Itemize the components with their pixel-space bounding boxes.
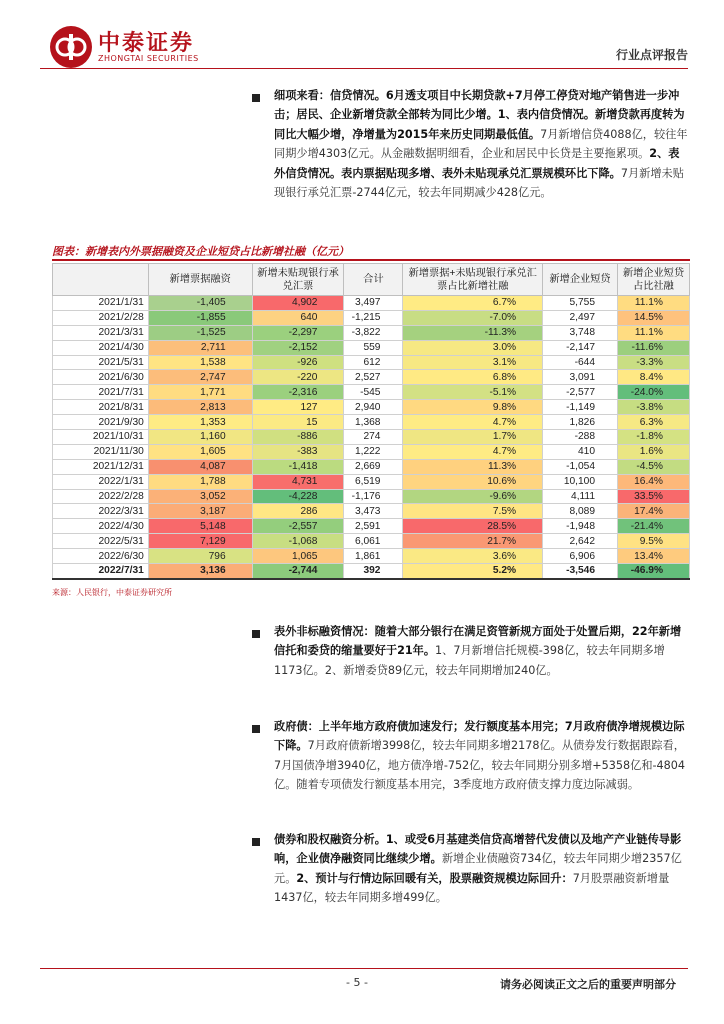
paragraph-text: 7月政府债新增3998亿，较去年同期多增2178亿。从债券发行数据跟踪看，7月国债净增3940亿，地方债净增-752亿，较去年同期分别多增+5358亿和-4804亿。随着专项债发行额度基本用完，3季度地方政府债支撑力度边际减弱。 [274,739,686,792]
cell-bills-share: 6.7% [403,296,543,311]
table-row [53,296,690,311]
cell-undiscounted-bills: -2,316 [252,385,344,400]
cell-short-loans-share: -3.3% [618,355,690,370]
paragraph-credit [274,86,690,202]
column-header: 新增未贴现银行承兑汇票 [252,264,344,296]
cell-short-loans: 410 [543,444,618,459]
cell-bill-financing: -1,525 [148,325,252,340]
table-row [53,459,690,474]
cell-bills-share: 3.6% [403,549,543,564]
paragraph-bond-equity [274,830,690,908]
cell-undiscounted-bills: -2,557 [252,519,344,534]
cell-bills-share: -11.3% [403,325,543,340]
cell-bills-share: 3.0% [403,340,543,355]
cell-total: 559 [344,340,403,355]
cell-bills-share: -9.6% [403,489,543,504]
cell-short-loans: -1,149 [543,400,618,415]
table-header-row [53,264,690,296]
cell-bill-financing: 796 [148,549,252,564]
cell-total: 1,368 [344,415,403,430]
cell-date: 2021/11/30 [53,444,149,459]
cell-date: 2022/1/31 [53,474,149,489]
cell-short-loans-share: 11.1% [618,296,690,311]
cell-short-loans-share: 1.6% [618,444,690,459]
cell-bill-financing: 5,148 [148,519,252,534]
cell-short-loans-share: 9.5% [618,534,690,549]
table-body [53,296,690,579]
cell-total: -545 [344,385,403,400]
cell-bills-share: 4.7% [403,415,543,430]
cell-date: 2022/2/28 [53,489,149,504]
cell-bill-financing: 1,605 [148,444,252,459]
cell-short-loans-share: 16.4% [618,474,690,489]
bullet-icon [252,94,260,102]
bullet-icon [252,725,260,733]
footer-disclaimer: 请务必阅读正文之后的重要声明部分 [500,978,676,991]
cell-date: 2022/3/31 [53,504,149,519]
cell-bill-financing: -1,855 [148,310,252,325]
table-row [53,444,690,459]
cell-short-loans-share: -11.6% [618,340,690,355]
cell-short-loans: 8,089 [543,504,618,519]
cell-short-loans: 2,497 [543,310,618,325]
cell-short-loans-share: -46.9% [618,564,690,579]
cell-total: 1,861 [344,549,403,564]
company-logo [50,24,230,72]
cell-bill-financing: 2,711 [148,340,252,355]
cell-total: -1,176 [344,489,403,504]
cell-undiscounted-bills: 15 [252,415,344,430]
cell-short-loans-share: 6.3% [618,415,690,430]
table-row [53,385,690,400]
cell-bills-share: 5.2% [403,564,543,579]
cell-total: -3,822 [344,325,403,340]
cell-bill-financing: 1,353 [148,415,252,430]
zhongtai-logo-icon [50,26,92,68]
table-row [53,400,690,415]
cell-undiscounted-bills: 4,731 [252,474,344,489]
cell-bills-share: 1.7% [403,430,543,445]
table-row [53,310,690,325]
cell-short-loans: -288 [543,430,618,445]
paragraph-text: 新增企业债融资734亿，较去年同期少增2357亿元。 [274,852,682,885]
financing-table [52,263,690,580]
cell-short-loans-share: 17.4% [618,504,690,519]
cell-total: 2,940 [344,400,403,415]
cell-short-loans-share: 8.4% [618,370,690,385]
cell-short-loans: 4,111 [543,489,618,504]
header-divider [40,68,688,69]
table-row [53,534,690,549]
cell-date: 2021/6/30 [53,370,149,385]
cell-undiscounted-bills: -886 [252,430,344,445]
cell-date: 2022/7/31 [53,564,149,579]
cell-date: 2021/5/31 [53,355,149,370]
paragraph-text: 7月新增信贷4088亿，较往年同期少增4303亿元。从金融数据明细看，企业和居民中长贷是主要拖累项。 [274,127,688,161]
cell-bill-financing: 3,187 [148,504,252,519]
paragraph-text: 7月新增未贴现银行承兑汇票-2744亿元，较去年同期减少428亿元。 [274,166,684,200]
cell-short-loans-share: -1.8% [618,430,690,445]
table-row [53,489,690,504]
cell-bills-share: -7.0% [403,310,543,325]
table-row [53,325,690,340]
cell-date: 2021/12/31 [53,459,149,474]
cell-short-loans-share: -24.0% [618,385,690,400]
table-row [53,549,690,564]
cell-bills-share: 28.5% [403,519,543,534]
cell-short-loans: 3,091 [543,370,618,385]
cell-short-loans: 1,826 [543,415,618,430]
paragraph-nonstandard [274,622,690,680]
cell-bills-share: 21.7% [403,534,543,549]
cell-date: 2021/3/31 [53,325,149,340]
bullet-icon [252,838,260,846]
cell-bills-share: 11.3% [403,459,543,474]
cell-total: 612 [344,355,403,370]
table-row [53,430,690,445]
paragraph-bold: 债券和股权融资分析。1、或受6月基建类信贷高增替代发债以及地产产业链传导影响，企业债净融资同比继续少增。 [274,833,682,866]
cell-bill-financing: -1,405 [148,296,252,311]
cell-bills-share: 3.1% [403,355,543,370]
cell-bill-financing: 3,136 [148,564,252,579]
cell-bill-financing: 4,087 [148,459,252,474]
cell-bills-share: 10.6% [403,474,543,489]
cell-short-loans: -1,054 [543,459,618,474]
paragraph-bold: 政府债：上半年地方政府债加速发行；发行额度基本用完；7月政府债净增规模边际下降。 [274,720,685,753]
cell-undiscounted-bills: -383 [252,444,344,459]
cell-total: 2,669 [344,459,403,474]
cell-bill-financing: 2,813 [148,400,252,415]
cell-total: 392 [344,564,403,579]
cell-undiscounted-bills: 1,065 [252,549,344,564]
cell-undiscounted-bills: -1,068 [252,534,344,549]
paragraph-bold: 2、预计与行情边际回暖有关，股票融资规模边际回升： [296,871,573,885]
column-header: 新增企业短贷占比社融 [618,264,690,296]
cell-undiscounted-bills: 640 [252,310,344,325]
cell-total: 6,061 [344,534,403,549]
cell-short-loans: 5,755 [543,296,618,311]
table-row [53,355,690,370]
company-name-en: ZHONGTAI SECURITIES [98,54,199,63]
cell-bills-share: 4.7% [403,444,543,459]
cell-short-loans: 10,100 [543,474,618,489]
cell-short-loans-share: 14.5% [618,310,690,325]
cell-short-loans-share: -3.8% [618,400,690,415]
cell-bill-financing: 1,771 [148,385,252,400]
cell-date: 2021/8/31 [53,400,149,415]
cell-short-loans-share: 33.5% [618,489,690,504]
paragraph-government-bonds [274,717,690,795]
figure-source: 来源：人民银行，中泰证券研究所 [52,588,172,597]
cell-bill-financing: 3,052 [148,489,252,504]
table-row [53,564,690,579]
cell-short-loans-share: -4.5% [618,459,690,474]
cell-short-loans: -3,546 [543,564,618,579]
cell-short-loans: 6,906 [543,549,618,564]
cell-bill-financing: 1,160 [148,430,252,445]
cell-short-loans: -2,577 [543,385,618,400]
column-header [53,264,149,296]
company-name-cn: 中泰证券 [98,31,195,56]
cell-bills-share: 7.5% [403,504,543,519]
bullet-icon [252,630,260,638]
cell-date: 2021/7/31 [53,385,149,400]
table-row [53,519,690,534]
paragraph-bold: 细项来看：信贷情况。6月透支项目中长期贷款+7月停工停贷对地产销售进一步冲击；居民、企业新增贷款全部转为同比少增。1、表内信贷情况。新增贷款再度转为同比大幅少增，净增量为2015年来历史同期最低值。 [274,89,685,141]
cell-undiscounted-bills: -1,418 [252,459,344,474]
paragraph-text: 7月股票融资新增量1437亿，较去年同期多增499亿。 [274,871,670,905]
figure-divider [52,259,690,261]
cell-date: 2022/6/30 [53,549,149,564]
cell-short-loans-share: 11.1% [618,325,690,340]
cell-undiscounted-bills: -926 [252,355,344,370]
cell-total: 6,519 [344,474,403,489]
footer-divider [40,968,688,969]
cell-undiscounted-bills: -2,152 [252,340,344,355]
cell-total: 2,591 [344,519,403,534]
cell-bills-share: 6.8% [403,370,543,385]
column-header: 合计 [344,264,403,296]
table-row [53,370,690,385]
cell-undiscounted-bills: 286 [252,504,344,519]
cell-short-loans: -2,147 [543,340,618,355]
cell-undiscounted-bills: -4,228 [252,489,344,504]
table-row [53,504,690,519]
cell-date: 2021/4/30 [53,340,149,355]
cell-total: 3,497 [344,296,403,311]
cell-bills-share: -5.1% [403,385,543,400]
cell-date: 2021/1/31 [53,296,149,311]
cell-undiscounted-bills: -220 [252,370,344,385]
cell-date: 2021/10/31 [53,430,149,445]
cell-short-loans: -644 [543,355,618,370]
cell-undiscounted-bills: -2,744 [252,564,344,579]
table-row [53,340,690,355]
cell-date: 2021/9/30 [53,415,149,430]
figure-title: 图表：新增表内外票据融资及企业短贷占比新增社融（亿元） [52,245,349,258]
cell-bills-share: 9.8% [403,400,543,415]
cell-bill-financing: 2,747 [148,370,252,385]
paragraph-text: 1、7月新增信托规模-398亿，较去年同期多增1173亿。2、新增委贷89亿元，较去年同期增加240亿。 [274,644,665,677]
cell-short-loans-share: -21.4% [618,519,690,534]
cell-short-loans: 3,748 [543,325,618,340]
cell-undiscounted-bills: -2,297 [252,325,344,340]
cell-total: -1,215 [344,310,403,325]
page-number: - 5 - [346,976,368,989]
cell-date: 2022/5/31 [53,534,149,549]
paragraph-bold: 表外非标融资情况：随着大部分银行在满足资管新规方面处于处置后期，22年新增信托和委贷的缩量要好于21年。 [274,625,682,658]
cell-undiscounted-bills: 127 [252,400,344,415]
column-header: 新增企业短贷 [543,264,618,296]
cell-total: 274 [344,430,403,445]
column-header: 新增票据融资 [148,264,252,296]
cell-total: 3,473 [344,504,403,519]
table-row [53,474,690,489]
cell-bill-financing: 1,788 [148,474,252,489]
cell-bill-financing: 7,129 [148,534,252,549]
column-header: 新增票据+未贴现银行承兑汇票占比新增社融 [403,264,543,296]
cell-date: 2022/4/30 [53,519,149,534]
cell-short-loans-share: 13.4% [618,549,690,564]
cell-short-loans: -1,948 [543,519,618,534]
paragraph-bold: 2、表外信贷情况。表内票据贴现多增、表外未贴现承兑汇票规模环比下降。 [274,147,680,180]
cell-total: 2,527 [344,370,403,385]
cell-bill-financing: 1,538 [148,355,252,370]
report-type: 行业点评报告 [615,48,688,62]
table-row [53,415,690,430]
cell-short-loans: 2,642 [543,534,618,549]
cell-date: 2021/2/28 [53,310,149,325]
cell-undiscounted-bills: 4,902 [252,296,344,311]
cell-total: 1,222 [344,444,403,459]
